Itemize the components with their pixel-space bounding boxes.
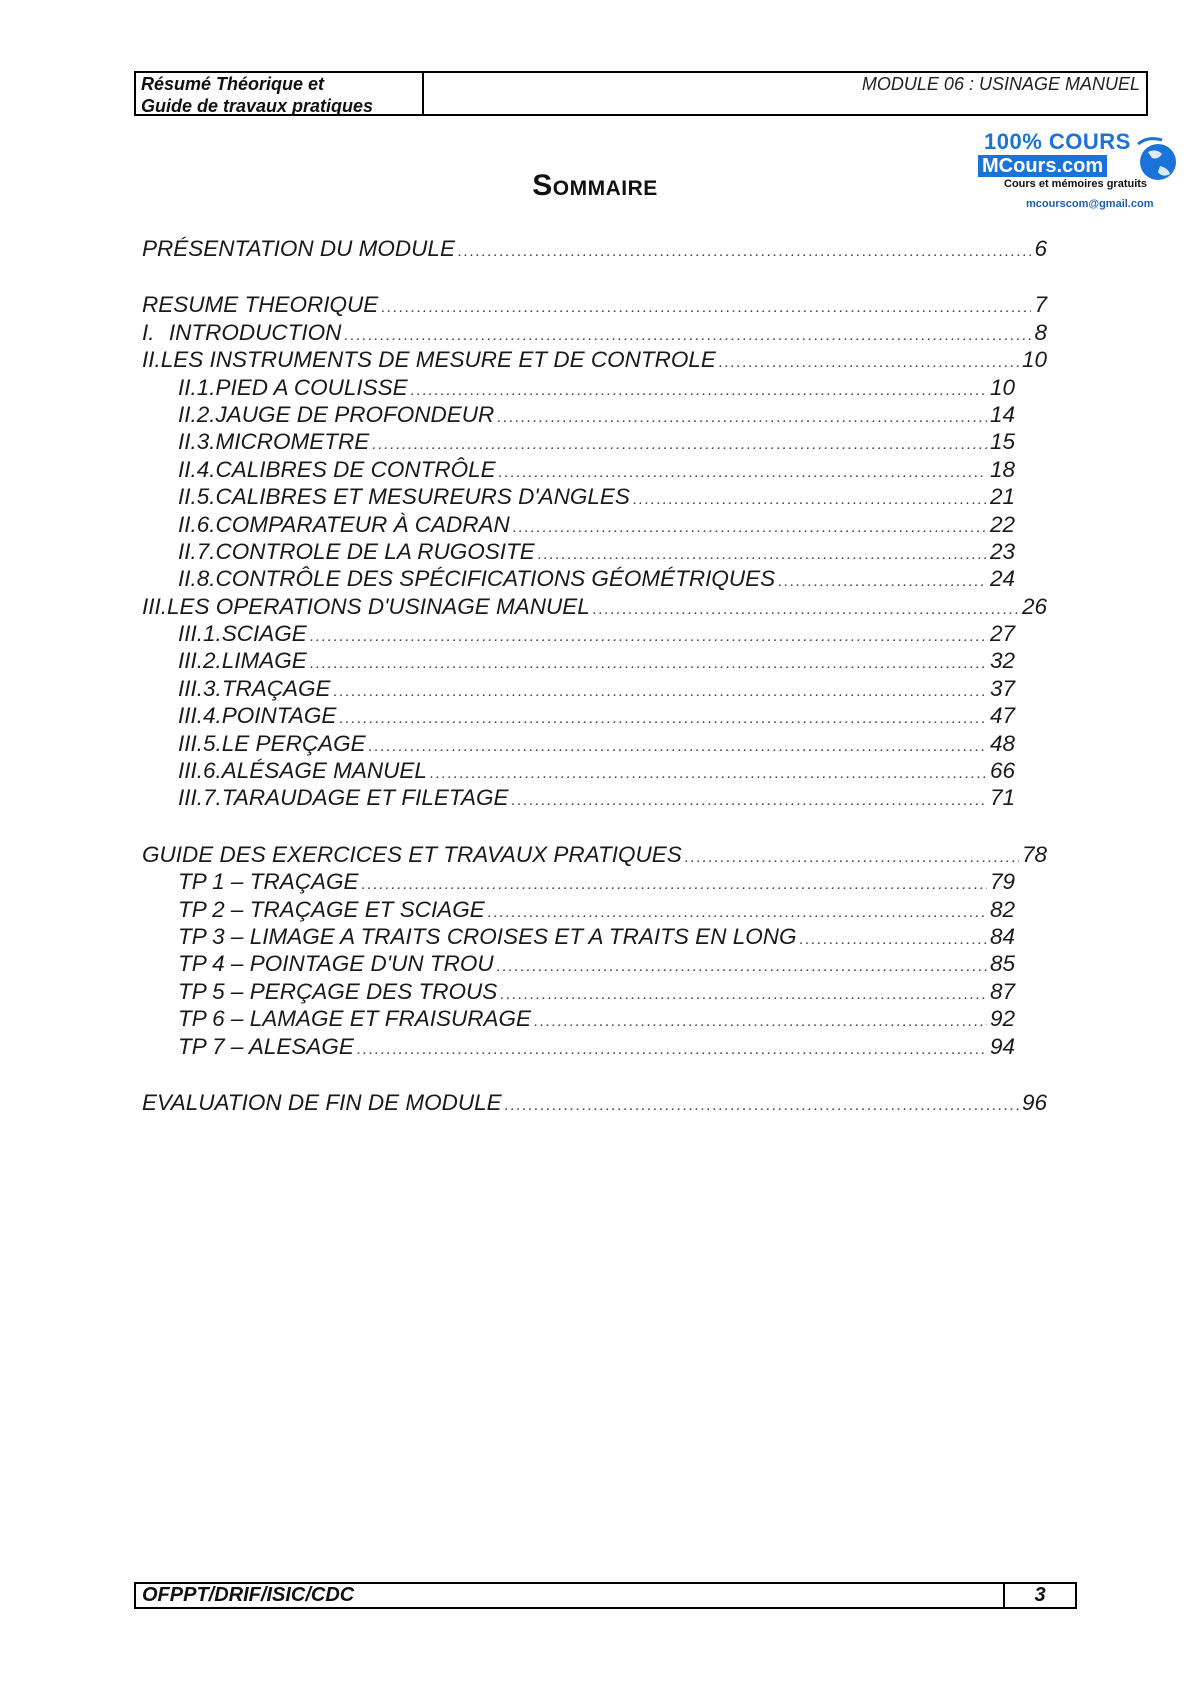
toc-row-subsection	[142, 731, 1047, 758]
toc-entry-title: TP 3 – LIMAGE A TRAITS CROISES ET A TRAITS EN LONG	[178, 923, 797, 949]
toc-section-number: II.8.	[178, 566, 216, 592]
toc-entry-title: PRÉSENTATION DU MODULE	[142, 236, 455, 261]
toc-page-number: 92	[989, 1006, 1015, 1032]
toc-page-number: 94	[989, 1033, 1015, 1059]
toc-leader-dots	[799, 931, 987, 949]
toc-row-tp	[142, 1034, 1047, 1061]
toc-leader-dots	[497, 409, 987, 427]
toc-section-number: III.3.	[178, 675, 222, 701]
toc-leader-dots	[778, 573, 987, 591]
toc-section-number: III.5.	[178, 730, 222, 756]
toc-leader-dots	[381, 299, 1031, 317]
toc-row-subsection	[142, 402, 1047, 429]
toc-section-number: III.1.	[178, 621, 222, 647]
toc-section-number: II.6.	[178, 511, 216, 537]
toc-leader-dots	[361, 876, 987, 894]
toc-leader-dots	[369, 738, 987, 756]
toc-section-number: II.	[142, 347, 161, 373]
toc-page-number: 84	[989, 923, 1015, 949]
table-of-contents	[142, 236, 1047, 1117]
footer-organization: OFPPT/DRIF/ISIC/CDC	[142, 1584, 355, 1606]
toc-row-section	[142, 347, 1047, 374]
toc-row-subsection	[142, 512, 1047, 539]
toc-entry-title: SCIAGE	[221, 621, 307, 647]
toc-page-number: 10	[989, 374, 1015, 400]
toc-leader-dots	[534, 1013, 987, 1031]
page-footer	[134, 1582, 1077, 1609]
toc-entry-title: COMPARATEUR À CADRAN	[215, 511, 510, 537]
toc-leader-dots	[538, 546, 987, 564]
toc-entry-title: TP 4 – POINTAGE D'UN TROU	[178, 951, 494, 977]
toc-section-number: II.4.	[178, 456, 216, 482]
toc-leader-dots	[430, 765, 987, 783]
toc-section-number: III.6.	[178, 758, 222, 784]
toc-section-number: II.5.	[178, 484, 216, 510]
toc-row-tp	[142, 1006, 1047, 1033]
header-subtitle-line1: Résumé Théorique et	[141, 74, 325, 94]
header-module-title: MODULE 06 : USINAGE MANUEL	[861, 74, 1140, 94]
toc-row-resume	[142, 292, 1047, 319]
toc-entry-title: CALIBRES ET MESUREURS D'ANGLES	[215, 484, 630, 510]
logo-email: mcourscom@gmail.com	[1026, 198, 1154, 210]
toc-entry-title: GUIDE DES EXERCICES ET TRAVAUX PRATIQUES	[142, 841, 682, 867]
toc-page-number: 7	[1034, 292, 1047, 318]
toc-entry-title: TARAUDAGE ET FILETAGE	[221, 785, 509, 811]
toc-leader-dots	[488, 904, 987, 922]
toc-entry-title: TRAÇAGE	[221, 675, 331, 701]
logo-line2: MCours.com	[978, 155, 1107, 177]
toc-page-number: 37	[989, 675, 1015, 701]
toc-section-number: III.4.	[178, 703, 222, 729]
toc-row-subsection	[142, 457, 1047, 484]
toc-page-number: 15	[989, 429, 1015, 455]
toc-page-number: 82	[989, 896, 1015, 922]
toc-page-number: 47	[989, 703, 1015, 729]
toc-page-number: 32	[989, 648, 1015, 674]
toc-section-number: II.3.	[178, 429, 216, 455]
toc-page-number: 96	[1021, 1089, 1047, 1115]
toc-entry-title: LE PERÇAGE	[221, 730, 366, 756]
toc-entry-title: LIMAGE	[221, 648, 307, 674]
toc-section-number: II.7.	[178, 538, 216, 564]
toc-page-number: 79	[989, 869, 1015, 895]
toc-entry-title: PIED A COULISSE	[215, 374, 408, 400]
header-subtitle-line2: Guide de travaux pratiques	[141, 96, 374, 116]
page-header	[134, 71, 1148, 116]
toc-row-evaluation	[142, 1090, 1047, 1117]
toc-leader-dots	[411, 382, 987, 400]
toc-leader-dots	[499, 464, 987, 482]
toc-row-subsection	[142, 785, 1047, 812]
toc-leader-dots	[357, 1041, 987, 1059]
toc-page-number: 66	[989, 758, 1015, 784]
footer-page-number: 3	[1003, 1584, 1075, 1607]
toc-entry-title: TP 5 – PERÇAGE DES TROUS	[178, 978, 498, 1004]
toc-leader-dots	[513, 519, 987, 537]
toc-page-number: 71	[989, 785, 1015, 811]
toc-row-subsection	[142, 648, 1047, 675]
logo-line3: Cours et mémoires gratuits	[1004, 178, 1148, 190]
toc-section-number: III.7.	[178, 785, 222, 811]
toc-page-number: 18	[989, 456, 1015, 482]
toc-leader-dots	[719, 354, 1019, 372]
toc-page-number: 87	[989, 978, 1015, 1004]
toc-row-subsection	[142, 375, 1047, 402]
toc-page-number: 48	[989, 730, 1015, 756]
toc-section-number: III.	[142, 593, 168, 619]
toc-entry-title: CONTRÔLE DES SPÉCIFICATIONS GÉOMÉTRIQUES	[215, 566, 776, 592]
toc-row-subsection	[142, 484, 1047, 511]
toc-leader-dots	[372, 436, 987, 454]
toc-row-subsection	[142, 676, 1047, 703]
toc-page-number: 23	[989, 538, 1015, 564]
toc-row-tp	[142, 869, 1047, 896]
logo-line1: 100% COURS	[984, 129, 1131, 154]
toc-row-tp	[142, 924, 1047, 951]
toc-entry-title: INTRODUCTION	[168, 319, 342, 345]
toc-row-tp	[142, 951, 1047, 978]
toc-row-tp	[142, 897, 1047, 924]
toc-row-subsection	[142, 703, 1047, 730]
toc-entry-title: TP 6 – LAMAGE ET FRAISURAGE	[178, 1006, 532, 1032]
toc-page-number: 6	[1034, 236, 1047, 261]
toc-leader-dots	[339, 710, 987, 728]
toc-row-subsection	[142, 429, 1047, 456]
toc-leader-dots	[310, 655, 987, 673]
toc-leader-dots	[334, 683, 987, 701]
toc-entry-title: POINTAGE	[221, 703, 337, 729]
toc-row-section	[142, 320, 1047, 347]
toc-leader-dots	[512, 792, 987, 810]
toc-row-subsection	[142, 539, 1047, 566]
toc-page-number: 26	[1021, 593, 1047, 619]
header-left-cell	[136, 73, 424, 114]
toc-row-guide	[142, 842, 1047, 869]
toc-entry-title: LES INSTRUMENTS DE MESURE ET DE CONTROLE	[160, 347, 716, 373]
toc-section-number: I.	[142, 319, 155, 345]
toc-row-subsection	[142, 566, 1047, 593]
toc-leader-dots	[500, 986, 987, 1004]
toc-page-number: 14	[989, 401, 1015, 427]
toc-leader-dots	[458, 243, 1032, 261]
toc-page-number: 10	[1021, 347, 1047, 373]
toc-page-number: 8	[1034, 319, 1047, 345]
toc-section-number: III.2.	[178, 648, 222, 674]
toc-entry-title: TP 1 – TRAÇAGE	[178, 869, 359, 895]
toc-page-number: 85	[989, 951, 1015, 977]
toc-section-number: II.1.	[178, 374, 216, 400]
toc-section-number: II.2.	[178, 401, 216, 427]
toc-leader-dots	[685, 849, 1019, 867]
toc-leader-dots	[593, 601, 1019, 619]
toc-page-number: 27	[989, 621, 1015, 647]
toc-row-subsection	[142, 758, 1047, 785]
toc-entry-title: CONTROLE DE LA RUGOSITE	[215, 538, 535, 564]
toc-page-number: 78	[1021, 841, 1047, 867]
toc-entry-title: LES OPERATIONS D'USINAGE MANUEL	[167, 593, 590, 619]
toc-entry-title: JAUGE DE PROFONDEUR	[215, 401, 495, 427]
toc-leader-dots	[633, 491, 987, 509]
page-title: Sommaire	[532, 169, 658, 202]
toc-row-presentation	[142, 236, 1047, 263]
toc-row-tp	[142, 979, 1047, 1006]
toc-page-number: 24	[989, 566, 1015, 592]
toc-entry-title: RESUME THEORIQUE	[142, 292, 379, 318]
toc-leader-dots	[497, 958, 987, 976]
toc-row-subsection	[142, 621, 1047, 648]
toc-entry-title: CALIBRES DE CONTRÔLE	[215, 456, 496, 482]
toc-page-number: 22	[989, 511, 1015, 537]
toc-entry-title: TP 7 – ALESAGE	[178, 1033, 354, 1059]
toc-entry-title: EVALUATION DE FIN DE MODULE	[142, 1089, 502, 1115]
toc-entry-title: MICROMETRE	[215, 429, 370, 455]
toc-row-section	[142, 594, 1047, 621]
toc-leader-dots	[344, 327, 1031, 345]
toc-leader-dots	[505, 1097, 1019, 1115]
toc-entry-title: TP 2 – TRAÇAGE ET SCIAGE	[178, 896, 485, 922]
toc-leader-dots	[310, 628, 987, 646]
toc-page-number: 21	[989, 484, 1015, 510]
toc-entry-title: ALÉSAGE MANUEL	[221, 758, 427, 784]
